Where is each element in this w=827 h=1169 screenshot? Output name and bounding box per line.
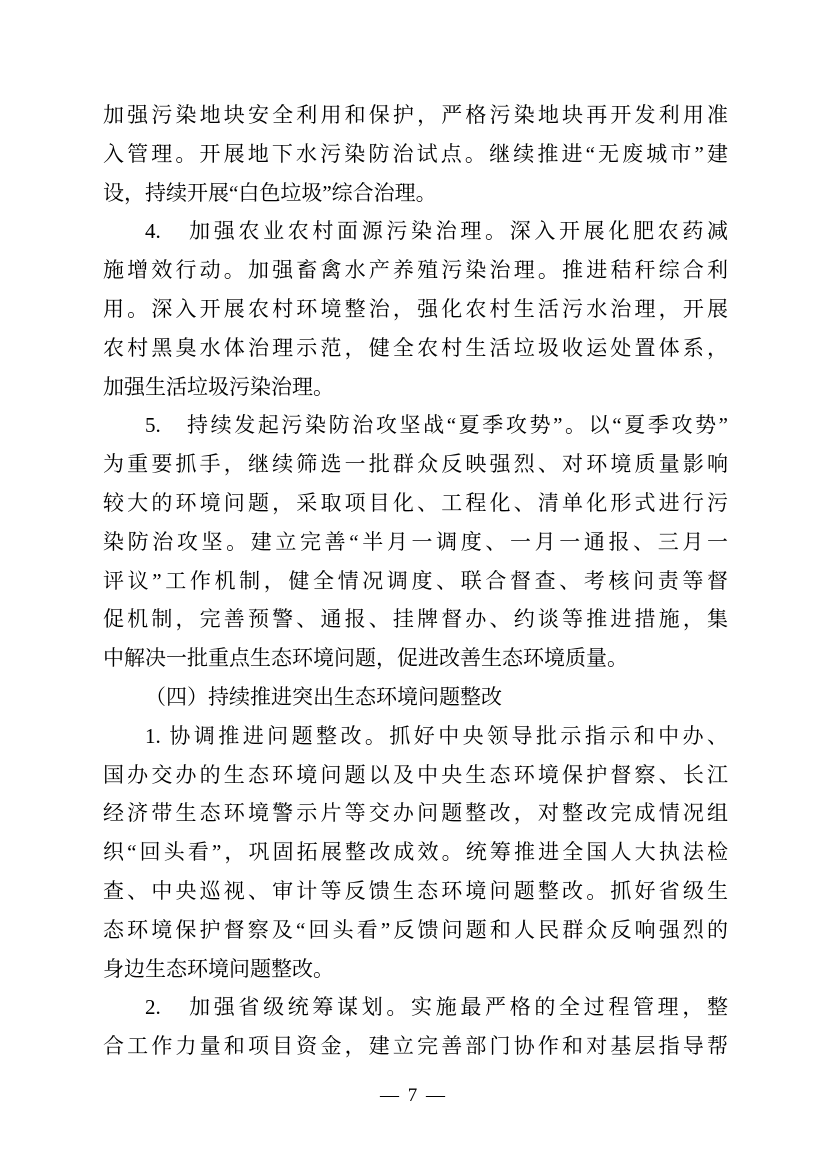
text-line: 加强生活垃圾污染治理。 [103, 374, 334, 399]
text-line: 1. 协调推进问题整改。抓好中央领导批示指示和中办、 [145, 723, 728, 748]
document-body [103, 96, 728, 1066]
text-line: 态环境保护督察及“回头看”反馈问题和人民群众反响强烈的 [103, 917, 728, 942]
text-line: 合工作力量和项目资金，建立完善部门协作和对基层指导帮 [103, 1034, 728, 1059]
text-line: 国办交办的生态环境问题以及中央生态环境保护督察、长江 [103, 762, 728, 787]
text-line: 评议”工作机制，健全情况调度、联合督查、考核问责等督 [103, 568, 728, 593]
text-line: 织“回头看”，巩固拓展整改成效。统筹推进全国人大执法检 [103, 840, 728, 865]
text-line: 中解决一批重点生态环境问题，促进改善生态环境质量。 [103, 646, 628, 671]
text-line: 染防治攻坚。建立完善“半月一调度、一月一通报、三月一 [103, 529, 728, 554]
text-line: 用。深入开展农村环境整治，强化农村生活污水治理，开展 [103, 296, 728, 321]
text-line: 2. 加强省级统筹谋划。实施最严格的全过程管理，整 [145, 995, 728, 1020]
text-line: 设，持续开展“白色垃圾”综合治理。 [103, 180, 437, 205]
text-line: 查、中央巡视、审计等反馈生态环境问题整改。抓好省级生 [103, 878, 728, 903]
text-line: 施增效行动。加强畜禽水产养殖污染治理。推进秸秆综合利 [103, 258, 728, 283]
text-line: 为重要抓手，继续筛选一批群众反映强烈、对环境质量影响 [103, 452, 728, 477]
text-line: 4. 加强农业农村面源污染治理。深入开展化肥农药减 [145, 219, 728, 244]
text-line: 加强污染地块安全利用和保护，严格污染地块再开发利用准 [103, 103, 728, 127]
text-line: 促机制，完善预警、通报、挂牌督办、约谈等推进措施，集 [103, 607, 728, 632]
text-line: 入管理。开展地下水污染防治试点。继续推进“无废城市”建 [103, 141, 728, 166]
page-number: — 7 — [380, 1085, 447, 1106]
text-line: 经济带生态环境警示片等交办问题整改，对整改完成情况组 [103, 801, 728, 826]
text-line: 较大的环境问题，采取项目化、工程化、清单化形式进行污 [103, 490, 728, 515]
text-line: 身边生态环境问题整改。 [103, 956, 334, 981]
text-line: 5. 持续发起污染防治攻坚战“夏季攻势”。以“夏季攻势” [145, 413, 728, 438]
text-line: 农村黑臭水体治理示范，健全农村生活垃圾收运处置体系， [103, 335, 728, 360]
text-line: （四）持续推进突出生态环境问题整改 [145, 684, 502, 709]
